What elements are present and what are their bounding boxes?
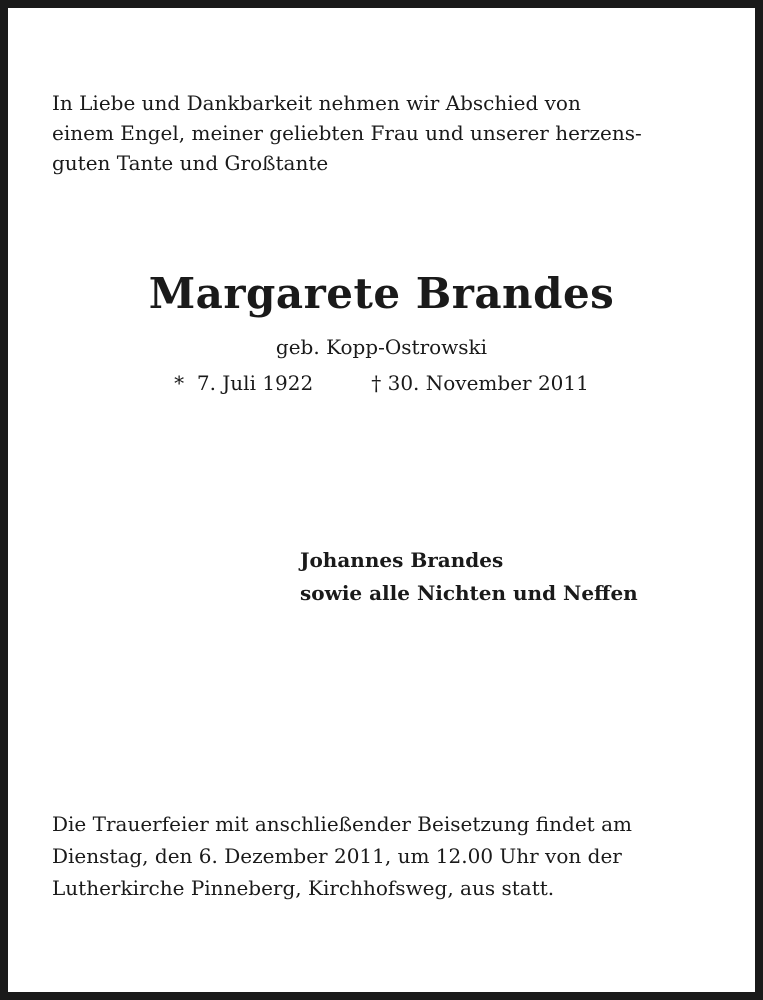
intro-line-3: guten Tante und Großtante (52, 151, 329, 175)
service-line-1: Die Trauerfeier mit anschließender Beisetzung findet am (52, 812, 632, 836)
intro-line-1: In Liebe und Dankbarkeit nehmen wir Abschied von (52, 91, 581, 115)
maiden-name: geb. Kopp-Ostrowski (275, 335, 488, 359)
service-line-3: Lutherkirche Pinneberg, Kirchhofsweg, aus statt. (52, 876, 555, 900)
intro-text (52, 88, 716, 178)
intro-line-2: einem Engel, meiner geliebten Frau und unserer herzens- (52, 121, 642, 145)
service-text (52, 808, 716, 904)
service-line-2: Dienstag, den 6. Dezember 2011, um 12.00 Uhr von der (52, 844, 622, 868)
mourners-block (300, 544, 720, 610)
mourner-relatives: sowie alle Nichten und Neffen (300, 581, 638, 605)
life-dates (8, 368, 755, 398)
death-date: † 30. November 2011 (371, 371, 589, 395)
birth-date: * 7. Juli 1922 (174, 371, 314, 395)
deceased-name: Margarete Brandes (148, 269, 615, 318)
mourner-name: Johannes Brandes (300, 548, 504, 572)
